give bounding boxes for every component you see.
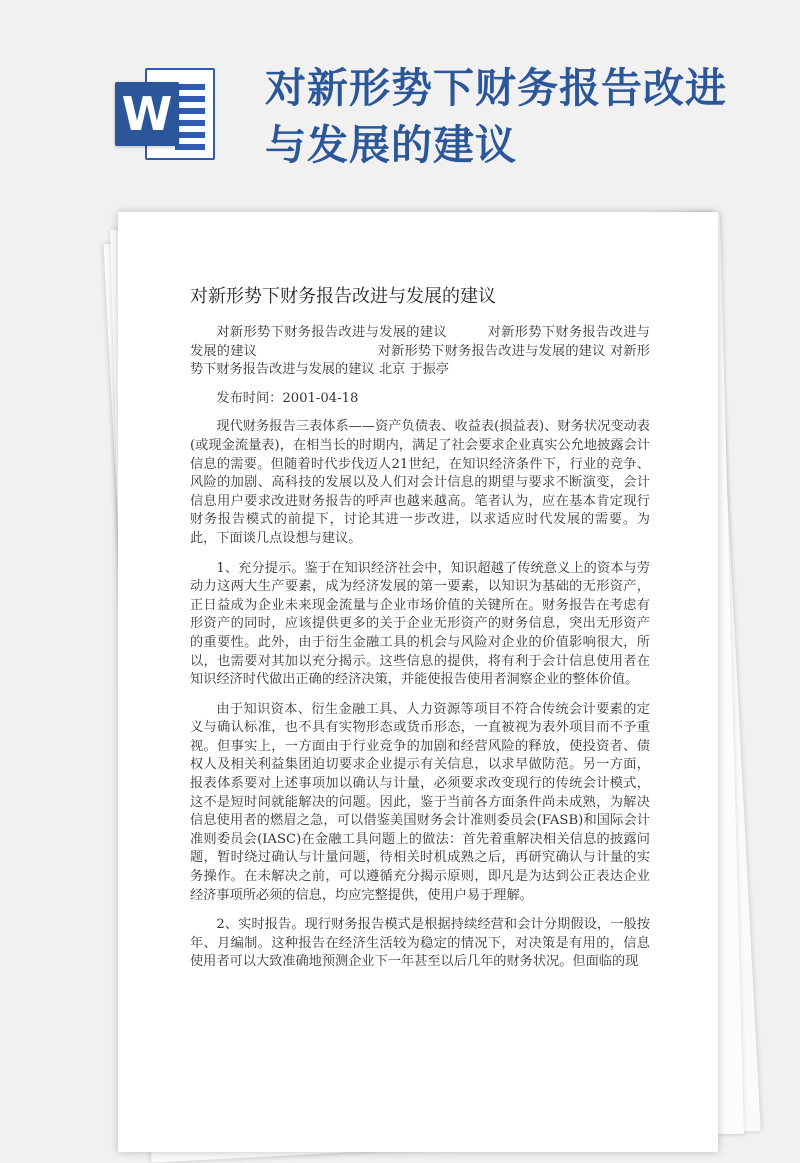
document-title: 对新形势下财务报告改进与发展的建议 [190, 286, 496, 307]
word-letter: W [121, 87, 173, 141]
body-paragraph: 2、实时报告。现行财务报告模式是根据持续经营和会计分期假设，一般按年、月编制。这种报告在经济生活较为稳定的情况下，对决策是有用的，信息使用者可以大致准确地预测企业下一年甚至以后几年的财务状况。但面临的现 [190, 917, 650, 970]
publish-label: 发布时间： [216, 390, 283, 406]
word-badge [115, 82, 179, 146]
publish-date: 2001-04-18 [282, 390, 359, 406]
word-document-icon [115, 68, 215, 160]
publish-info [190, 390, 650, 409]
document-body [190, 324, 650, 983]
body-paragraph: 现代财务报告三表体系——资产负债表、收益表(损益表)、财务状况变动表(或现金流量表)，在相当长的时期内，满足了社会要求企业真实公允地披露会计信息的需要。但随着时代步伐迈人21世纪，在知识经济条件下，行业的竞争、风险的加剧、高科技的发展以及人们对会计信息的期望与要求不断演变，会计信息用户要求改进财务报告的呼声也越来越高。笔者认为，应在基本肯定现行财务报告模式的前提下，讨论其进一步改进，以求适应时代发展的需要。为此，下面谈几点设想与建议。 [190, 419, 650, 546]
header-title: 对新形势下财务报告改进与发展的建议 [265, 64, 727, 169]
document-page [118, 212, 718, 1152]
header-banner [0, 0, 800, 200]
body-paragraph: 由于知识资本、衍生金融工具、人力资源等项目不符合传统会计要素的定义与确认标准，也不具有实物形态或货币形态，一直被视为表外项目而不予重视。但事实上，一方面由于行业竞争的加剧和经营风险的释放，使投资者、债权人及相关利益集团迫切要求企业提示有关信息，以求早做防范。另一方面，报表体系要对上述事项加以确认与计量，必须要求改变现行的传统会计模式，这不是短时间就能解决的问题。因此，鉴于当前各方面条件尚未成熟，为解决信息使用者的燃眉之急，可以借鉴美国财务会计准则委员会(FASB)和国际会计准则委员会(IASC)在金融工具问题上的做法：首先着重解决相关信息的披露问题，暂时绕过确认与计量问题，待相关时机成熟之后，再研究确认与计量的实务操作。在未解决之前，可以遵循充分揭示原则，即凡是为达到公正表达企业经济事项所必须的信息，均应完整提供，使用户易于理解。 [190, 701, 650, 903]
body-paragraph: 1、充分提示。鉴于在知识经济社会中，知识超越了传统意义上的资本与劳动力这两大生产要素，成为经济发展的第一要素，以知识为基础的无形资产，正日益成为企业未来现金流量与企业市场价值的关键所在。财务报告在考虑有形资产的同时，应该提供更多的关于企业无形资产的财务信息，突出无形资产的重要性。此外，由于衍生金融工具的机会与风险对企业的价值影响很大，所以，也需要对其加以充分揭示。这些信息的提供，将有利于会计信息使用者在知识经济时代做出正确的经济决策，并能使报告使用者洞察企业的整体价值。 [190, 560, 650, 688]
intro-paragraph: 对新形势下财务报告改进与发展的建议 对新形势下财务报告改进与发展的建议 对新形势下财务报告改进与发展的建议 对新形势下财务报告改进与发展的建议 北京 于振亭 [190, 325, 650, 378]
